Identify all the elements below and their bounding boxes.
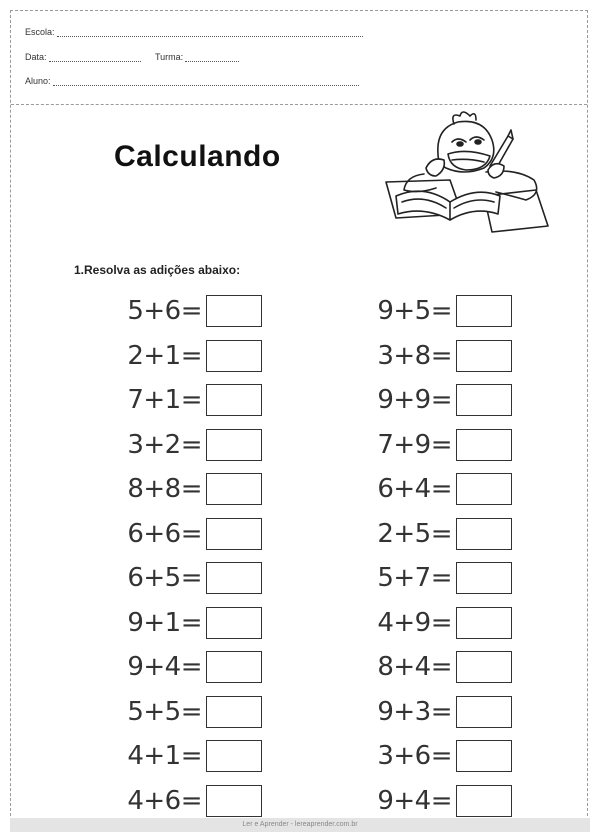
problem-right-5 [368, 472, 512, 506]
problem-right-3 [368, 383, 512, 417]
addition-expression: 8+8= [127, 474, 202, 504]
school-label: Escola: [25, 27, 55, 37]
addition-expression: 2+1= [127, 340, 202, 371]
answer-box[interactable] [456, 651, 512, 683]
footer-credit: Ler e Aprender - lereaprender.com.br [10, 818, 590, 832]
answer-box[interactable] [206, 473, 262, 505]
addition-expression: 9+9= [377, 385, 452, 415]
answer-box[interactable] [206, 562, 262, 594]
instruction-text: 1.Resolva as adições abaixo: [74, 263, 241, 277]
answer-box[interactable] [456, 429, 512, 461]
problem-left-7 [118, 561, 262, 595]
problem-left-12 [118, 784, 262, 818]
problem-left-2 [118, 339, 262, 373]
date-label: Data: [25, 52, 47, 62]
addition-expression: 9+3= [377, 696, 452, 727]
answer-box[interactable] [206, 740, 262, 772]
addition-expression: 7+9= [377, 429, 452, 460]
problem-left-4 [118, 428, 262, 462]
problem-left-1 [118, 294, 262, 328]
answer-box[interactable] [456, 607, 512, 639]
answer-box[interactable] [456, 785, 512, 817]
addition-expression: 6+4= [377, 474, 452, 504]
addition-expression: 7+1= [127, 385, 202, 415]
page-title: Calculando [114, 140, 281, 173]
problem-left-9 [118, 650, 262, 684]
answer-box[interactable] [456, 473, 512, 505]
answer-box[interactable] [456, 384, 512, 416]
addition-expression: 4+1= [127, 741, 202, 771]
answer-box[interactable] [206, 651, 262, 683]
problem-left-11 [118, 739, 262, 773]
addition-expression: 6+6= [127, 518, 202, 549]
addition-expression: 2+5= [377, 518, 452, 549]
addition-expression: 9+4= [377, 785, 452, 816]
addition-expression: 5+7= [377, 563, 452, 593]
answer-box[interactable] [206, 607, 262, 639]
problem-right-11 [368, 739, 512, 773]
problem-left-5 [118, 472, 262, 506]
problem-right-2 [368, 339, 512, 373]
student-blank-line[interactable] [53, 77, 359, 86]
answer-box[interactable] [456, 562, 512, 594]
class-field[interactable] [155, 52, 239, 62]
addition-expression: 5+5= [127, 696, 202, 727]
answer-box[interactable] [456, 340, 512, 372]
addition-expression: 5+6= [127, 296, 202, 326]
answer-box[interactable] [206, 696, 262, 728]
problem-right-12 [368, 784, 512, 818]
problem-right-6 [368, 517, 512, 551]
answer-box[interactable] [206, 518, 262, 550]
addition-expression: 6+5= [127, 563, 202, 593]
school-field[interactable] [25, 27, 363, 37]
addition-expression: 4+6= [127, 785, 202, 816]
answer-box[interactable] [206, 384, 262, 416]
problem-right-8 [368, 606, 512, 640]
addition-expression: 3+6= [377, 741, 452, 771]
student-info-header [11, 11, 587, 105]
addition-expression: 3+2= [127, 429, 202, 460]
problem-left-3 [118, 383, 262, 417]
answer-box[interactable] [456, 740, 512, 772]
problem-right-4 [368, 428, 512, 462]
answer-box[interactable] [456, 696, 512, 728]
problem-right-10 [368, 695, 512, 729]
addition-expression: 4+9= [377, 607, 452, 638]
date-blank-line[interactable] [49, 53, 141, 62]
addition-expression: 8+4= [377, 652, 452, 682]
answer-box[interactable] [456, 518, 512, 550]
school-blank-line[interactable] [57, 28, 363, 37]
problem-right-1 [368, 294, 512, 328]
problem-left-8 [118, 606, 262, 640]
student-field[interactable] [25, 76, 359, 86]
student-label: Aluno: [25, 76, 51, 86]
class-label: Turma: [155, 52, 184, 62]
answer-box[interactable] [206, 785, 262, 817]
problem-left-6 [118, 517, 262, 551]
addition-expression: 9+1= [127, 607, 202, 638]
addition-expression: 3+8= [377, 340, 452, 371]
answer-box[interactable] [206, 340, 262, 372]
answer-box[interactable] [206, 295, 262, 327]
problem-right-9 [368, 650, 512, 684]
addition-expression: 9+4= [127, 652, 202, 682]
date-field[interactable] [25, 52, 141, 62]
problem-right-7 [368, 561, 512, 595]
donald-duck-illustration [366, 110, 566, 240]
problem-left-10 [118, 695, 262, 729]
answer-box[interactable] [206, 429, 262, 461]
class-blank-line[interactable] [185, 53, 239, 62]
addition-expression: 9+5= [377, 296, 452, 326]
answer-box[interactable] [456, 295, 512, 327]
